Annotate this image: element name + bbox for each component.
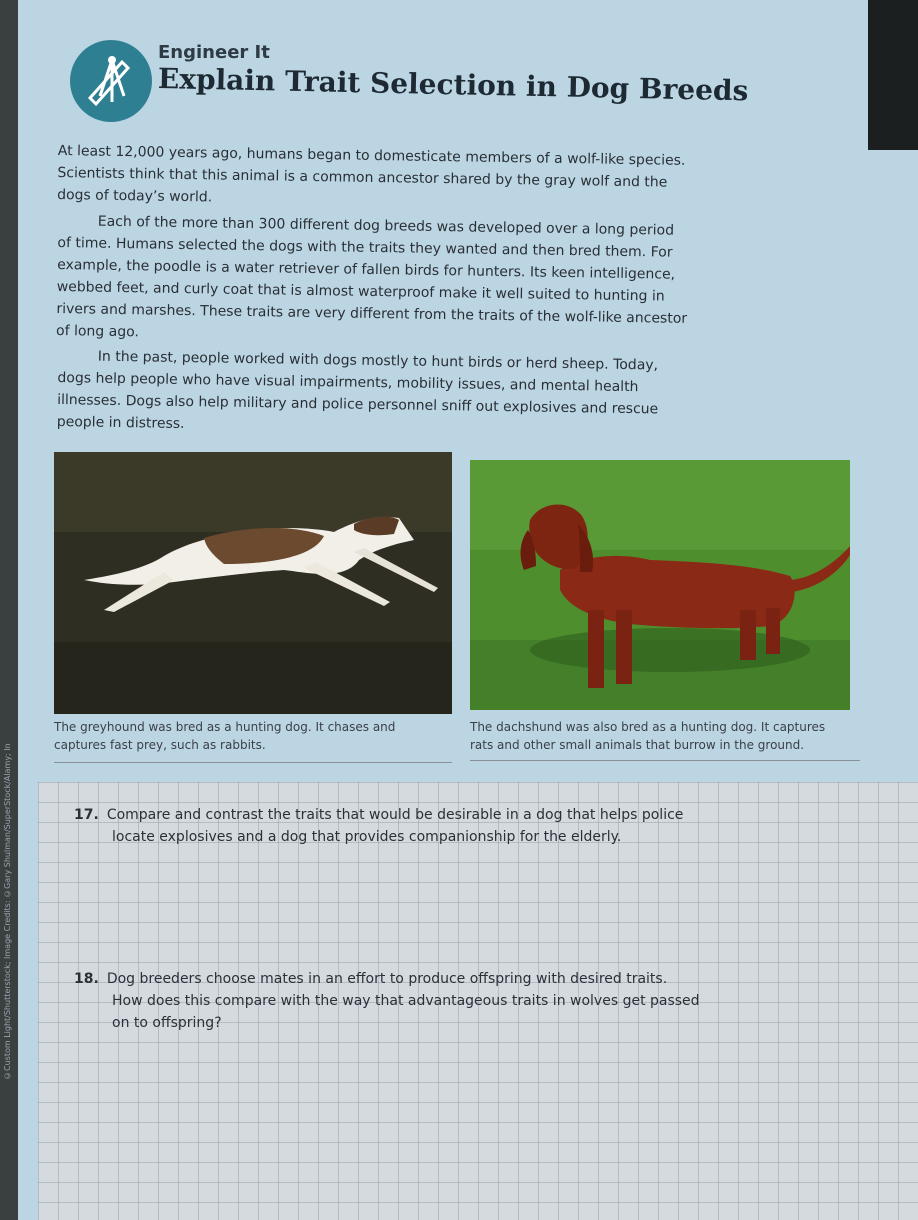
question-18 [74, 968, 734, 1034]
caption-line: rats and other small animals that burrow in the ground. [470, 738, 805, 752]
text-line: of time. Humans selected the dogs with the traits they wanted and then bred them. For [57, 234, 673, 261]
engineer-it-logo [70, 40, 152, 122]
text-line: webbed feet, and curly coat that is almost waterproof make it well suited to hunting in [56, 278, 665, 305]
image-credits: ©Custom Light/Shutterstock; Image Credits: ©Gary Shulman/SuperStock/Alamy; In [3, 743, 12, 1080]
page-title: Explain Trait Selection in Dog Breeds [157, 62, 749, 108]
question-number: 17. [74, 807, 99, 823]
section-kicker: Engineer It [158, 42, 270, 63]
caption-line: captures fast prey, such as rabbits. [54, 738, 266, 752]
compass-ruler-icon [82, 52, 140, 110]
question-line: locate explosives and a dog that provides companionship for the elderly. [112, 829, 622, 845]
question-line: How does this compare with the way that advantageous traits in wolves get passed [112, 993, 700, 1009]
paragraph-1 [57, 140, 698, 216]
dachshund-photo [470, 460, 850, 710]
question-line: Compare and contrast the traits that would be desirable in a dog that helps police [106, 807, 684, 823]
text-line: example, the poodle is a water retriever of fallen birds for hunters. Its keen intelligence, [57, 256, 676, 283]
textbook-page [18, 0, 918, 1220]
question-number: 18. [74, 971, 99, 987]
text-line: rivers and marshes. These traits are very different from the traits of the wolf-like ancestor [56, 300, 688, 327]
text-line: people in distress. [56, 413, 185, 432]
question-line: on to offspring? [112, 1015, 222, 1031]
greyhound-caption-rule [54, 762, 452, 763]
text-line: dogs help people who have visual impairments, mobility issues, and mental health [57, 369, 639, 396]
dachshund-caption-rule [470, 760, 860, 761]
text-line: of long ago. [55, 322, 140, 341]
question-17 [74, 804, 734, 848]
text-line: In the past, people worked with dogs mostly to hunt birds or herd sheep. Today, [97, 348, 659, 374]
question-line: Dog breeders choose mates in an effort to produce offspring with desired traits. [106, 971, 668, 987]
text-line: Scientists think that this animal is a common ancestor shared by the gray wolf and the [57, 164, 668, 191]
text-line: illnesses. Dogs also help military and police personnel sniff out explosives and rescue [57, 391, 659, 418]
text-line: Each of the more than 300 different dog breeds was developed over a long period [97, 213, 675, 239]
paragraph-2 [56, 210, 698, 352]
paragraph-3 [57, 345, 698, 443]
page-corner [868, 0, 918, 150]
text-line: dogs of today’s world. [57, 186, 213, 206]
text-line: At least 12,000 years ago, humans began to domesticate members of a wolf-like species. [57, 142, 686, 169]
caption-line: The dachshund was also bred as a hunting dog. It captures [470, 720, 826, 734]
dachshund-caption [470, 718, 860, 754]
greyhound-caption [54, 718, 454, 754]
caption-line: The greyhound was bred as a hunting dog. It chases and [54, 720, 396, 734]
greyhound-photo [54, 452, 452, 714]
